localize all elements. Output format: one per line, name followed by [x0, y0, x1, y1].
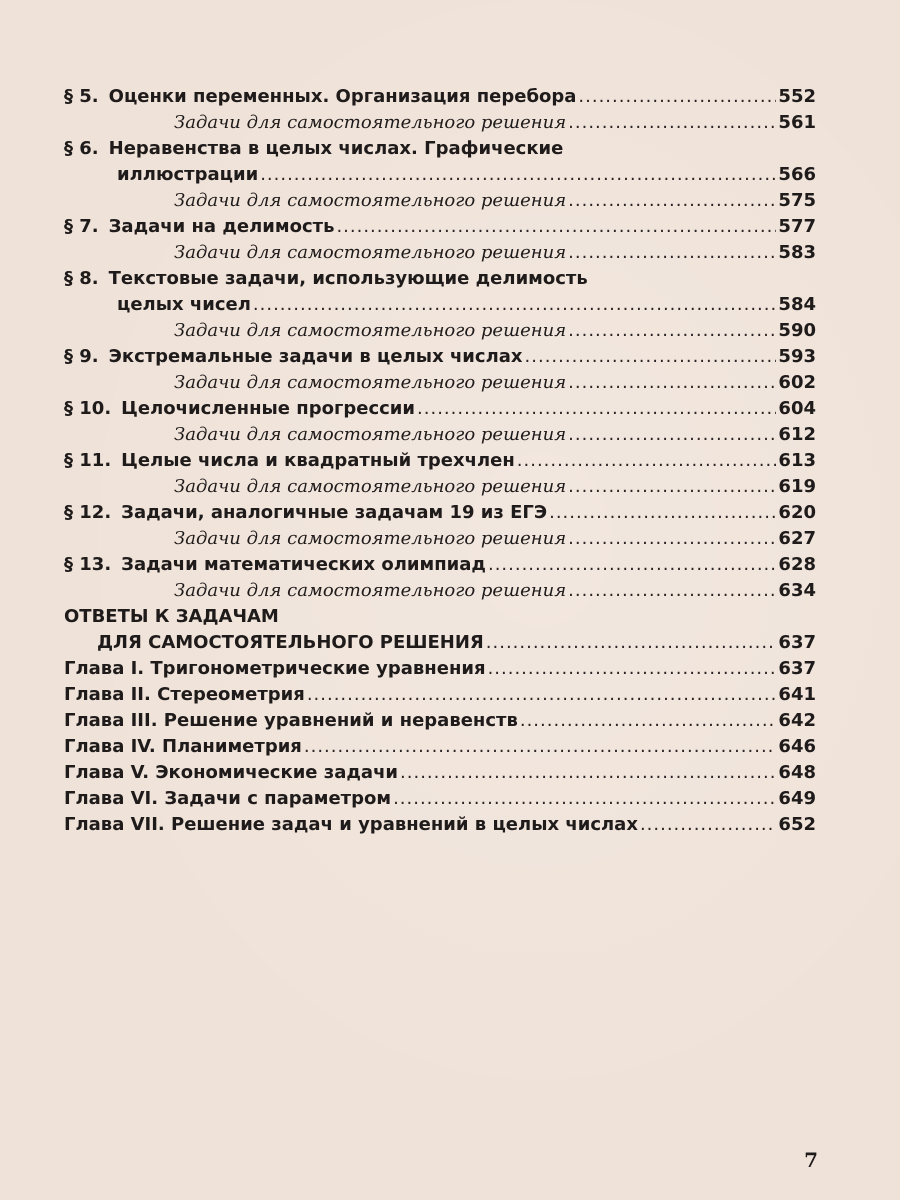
chapter-label: Глава I. Тригонометрические уравнения	[64, 658, 486, 679]
page-number: 583	[778, 242, 816, 263]
page-number: 637	[778, 632, 816, 653]
chapter-label: Глава III. Решение уравнений и неравенств	[64, 710, 518, 731]
section-number: § 8.	[64, 268, 99, 289]
exercises-label: Задачи для самостоятельного решения	[174, 320, 567, 341]
leader-dots	[260, 162, 776, 188]
page-number: 593	[778, 346, 816, 367]
section-number: § 10.	[64, 398, 112, 419]
chapter-label: Глава IV. Планиметрия	[64, 736, 302, 757]
leader-dots	[307, 682, 777, 708]
section-title: Оценки переменных. Организация перебора	[108, 86, 577, 107]
section-title: Экстремальные задачи в целых числах	[108, 346, 523, 367]
section-title: Задачи математических олимпиад	[121, 554, 486, 575]
page-number: 627	[778, 528, 816, 549]
leader-dots	[520, 708, 777, 734]
exercises-label: Задачи для самостоятельного решения	[174, 580, 567, 601]
toc-exercises-11[interactable]	[64, 474, 816, 500]
toc-exercises-9[interactable]	[64, 370, 816, 396]
page-number: 604	[778, 398, 816, 419]
leader-dots	[568, 370, 776, 396]
toc-section-5[interactable]	[64, 84, 816, 110]
leader-dots	[568, 526, 776, 552]
toc-exercises-5[interactable]	[64, 110, 816, 136]
section-title: Целочисленные прогрессии	[121, 398, 416, 419]
page-folio-number: 7	[804, 1148, 818, 1172]
section-title: Неравенства в целых числах. Графические	[108, 138, 564, 159]
leader-dots	[568, 188, 776, 214]
page-number: 641	[778, 684, 816, 705]
toc-answers-line1[interactable]	[64, 604, 816, 630]
leader-dots	[568, 578, 776, 604]
toc-answers-chapter-7[interactable]	[64, 812, 816, 838]
toc-answers[interactable]	[64, 630, 816, 656]
toc-answers-chapter-4[interactable]	[64, 734, 816, 760]
toc-section-11[interactable]	[64, 448, 816, 474]
section-number: § 9.	[64, 346, 99, 367]
section-number: § 12.	[64, 502, 112, 523]
toc-answers-chapter-2[interactable]	[64, 682, 816, 708]
answers-title: ОТВЕТЫ К ЗАДАЧАМ	[64, 606, 279, 627]
page-number: 637	[778, 658, 816, 679]
leader-dots	[568, 474, 776, 500]
section-number: § 5.	[64, 86, 99, 107]
toc-section-8[interactable]	[64, 292, 816, 318]
section-number: § 7.	[64, 216, 99, 237]
toc-exercises-7[interactable]	[64, 240, 816, 266]
exercises-label: Задачи для самостоятельного решения	[174, 112, 567, 133]
table-of-contents	[64, 84, 816, 838]
toc-answers-chapter-1[interactable]	[64, 656, 816, 682]
page-number: 602	[778, 372, 816, 393]
leader-dots	[640, 812, 776, 838]
toc-section-10[interactable]	[64, 396, 816, 422]
toc-section-6[interactable]	[64, 162, 816, 188]
section-title: Текстовые задачи, использующие делимость	[108, 268, 588, 289]
leader-dots	[336, 214, 776, 240]
toc-answers-chapter-5[interactable]	[64, 760, 816, 786]
page-number: 566	[778, 164, 816, 185]
page-number: 634	[778, 580, 816, 601]
leader-dots	[568, 240, 776, 266]
page-number: 590	[778, 320, 816, 341]
section-title: Задачи, аналогичные задачам 19 из ЕГЭ	[121, 502, 548, 523]
toc-section-12[interactable]	[64, 500, 816, 526]
leader-dots	[525, 344, 777, 370]
page-number: 584	[778, 294, 816, 315]
chapter-label: Глава VI. Задачи с параметром	[64, 788, 392, 809]
toc-exercises-6[interactable]	[64, 188, 816, 214]
page-number: 652	[778, 814, 816, 835]
leader-dots	[568, 110, 776, 136]
section-title: Задачи на делимость	[108, 216, 335, 237]
page-number: 561	[778, 112, 816, 133]
toc-exercises-8[interactable]	[64, 318, 816, 344]
answers-title-cont: ДЛЯ САМОСТОЯТЕЛЬНОГО РЕШЕНИЯ	[97, 632, 484, 653]
page-number: 649	[778, 788, 816, 809]
toc-section-7[interactable]	[64, 214, 816, 240]
leader-dots	[488, 552, 776, 578]
page-number: 613	[778, 450, 816, 471]
leader-dots	[417, 396, 776, 422]
leader-dots	[304, 734, 777, 760]
page-number: 642	[778, 710, 816, 731]
page-number: 646	[778, 736, 816, 757]
exercises-label: Задачи для самостоятельного решения	[174, 424, 567, 445]
section-title-cont: целых чисел	[117, 294, 251, 315]
leader-dots	[578, 84, 776, 110]
leader-dots	[568, 318, 776, 344]
page-number: 575	[778, 190, 816, 211]
page-number: 577	[778, 216, 816, 237]
page-number: 648	[778, 762, 816, 783]
chapter-label: Глава V. Экономические задачи	[64, 762, 399, 783]
exercises-label: Задачи для самостоятельного решения	[174, 476, 567, 497]
section-title-cont: иллюстрации	[117, 164, 259, 185]
page-number: 552	[778, 86, 816, 107]
chapter-label: Глава VII. Решение задач и уравнений в целых числах	[64, 814, 638, 835]
leader-dots	[568, 422, 776, 448]
toc-section-13[interactable]	[64, 552, 816, 578]
toc-exercises-13[interactable]	[64, 578, 816, 604]
exercises-label: Задачи для самостоятельного решения	[174, 242, 567, 263]
toc-exercises-10[interactable]	[64, 422, 816, 448]
section-number: § 13.	[64, 554, 112, 575]
section-title: Целые числа и квадратный трехчлен	[121, 450, 515, 471]
section-number: § 11.	[64, 450, 112, 471]
page-number: 628	[778, 554, 816, 575]
exercises-label: Задачи для самостоятельного решения	[174, 372, 567, 393]
toc-answers-chapter-6[interactable]	[64, 786, 816, 812]
exercises-label: Задачи для самостоятельного решения	[174, 528, 567, 549]
leader-dots	[393, 786, 776, 812]
toc-answers-chapter-3[interactable]	[64, 708, 816, 734]
page-number: 619	[778, 476, 816, 497]
leader-dots	[486, 630, 777, 656]
toc-exercises-12[interactable]	[64, 526, 816, 552]
leader-dots	[400, 760, 776, 786]
toc-section-8-line1[interactable]	[64, 266, 816, 292]
page-number: 612	[778, 424, 816, 445]
leader-dots	[488, 656, 777, 682]
leader-dots	[517, 448, 777, 474]
section-number: § 6.	[64, 138, 99, 159]
leader-dots	[549, 500, 776, 526]
toc-section-9[interactable]	[64, 344, 816, 370]
toc-section-6-line1[interactable]	[64, 136, 816, 162]
chapter-label: Глава II. Стереометрия	[64, 684, 305, 705]
leader-dots	[253, 292, 777, 318]
page-number: 620	[778, 502, 816, 523]
exercises-label: Задачи для самостоятельного решения	[174, 190, 567, 211]
